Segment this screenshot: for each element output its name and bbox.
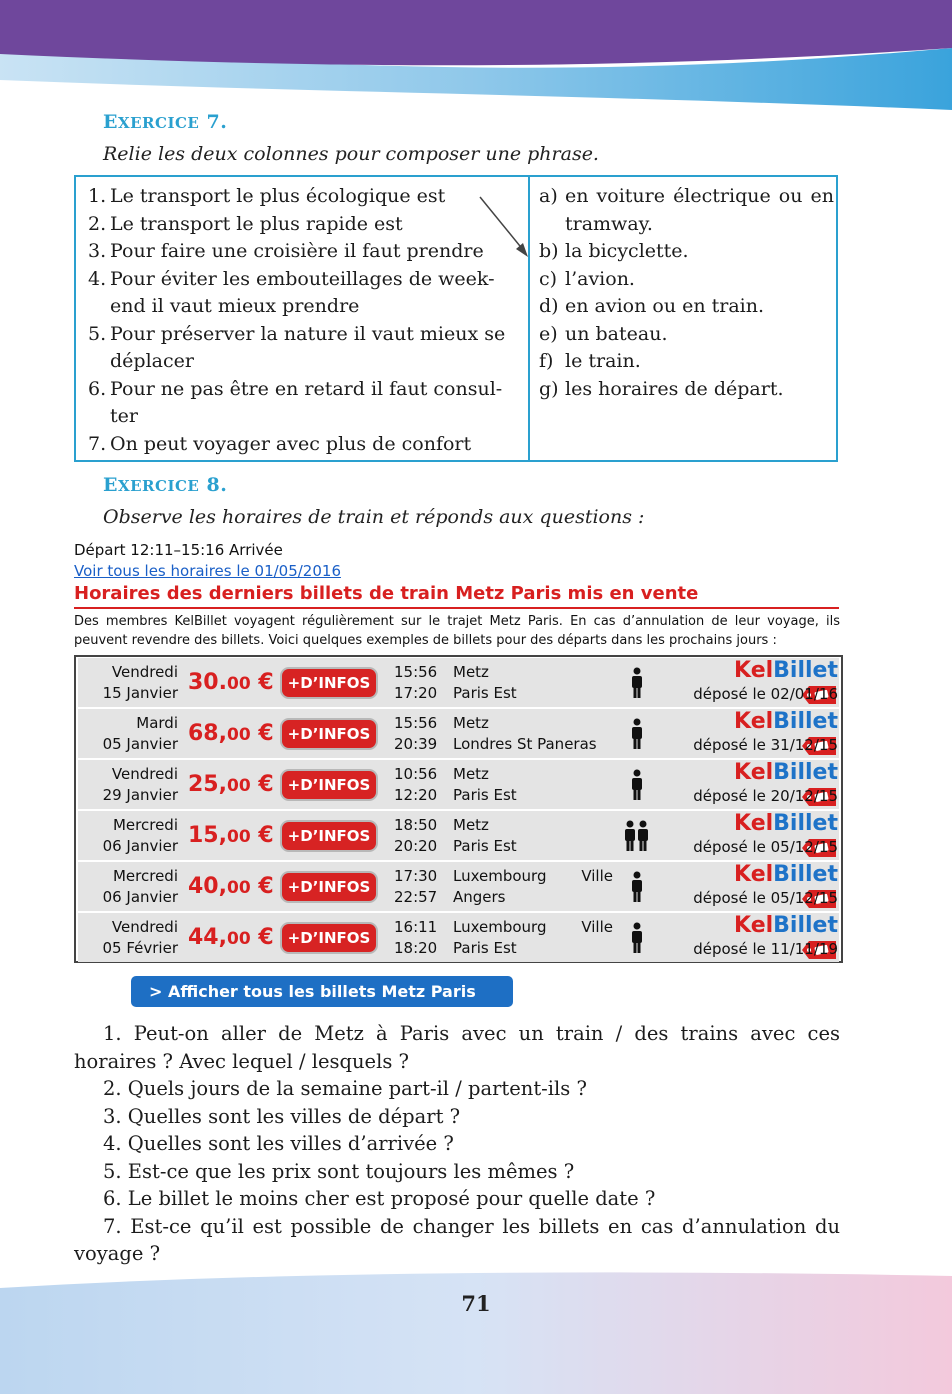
ticket-depose-date: déposé le 31/12/15 [693, 736, 838, 754]
ticket-times: 16:11 18:20 [394, 918, 438, 957]
ticket-depose-date: déposé le 11/11/19 [693, 940, 838, 958]
ticket-stations: Metz Paris Est [453, 816, 517, 855]
question-item: 7. Est-ce qu’il est possible de changer les billets en cas d’annulation du voyage ? [74, 1214, 840, 1265]
description-text: Des membres KelBillet voyagent régulièrement sur le trajet Metz Paris. En cas d’annulation de leur voyage, ils peuvent revendre des billets. Voici quelques exemples de billets pour des départs dans les prochains jours : [74, 614, 840, 648]
right-item: c) l’avion. [539, 267, 635, 290]
infos-button[interactable]: +D’INFOS [282, 822, 376, 850]
ticket-row [78, 760, 839, 809]
question-item: 6. Le billet le moins cher est proposé pour quelle date ? [103, 1187, 656, 1210]
ticket-stations: Luxembourg Ville Paris Est [453, 918, 613, 957]
right-item: b) la bicyclette. [539, 240, 689, 262]
ticket-times: 10:56 12:20 [394, 765, 438, 804]
ticket-stations: Metz Paris Est [453, 765, 517, 804]
infos-button[interactable]: +D’INFOS [282, 669, 376, 697]
heading-underline [74, 607, 839, 609]
ticket-row [78, 862, 839, 911]
ticket-price: 68,00 € [188, 721, 274, 746]
infos-button[interactable]: +D’INFOS [282, 924, 376, 952]
infos-button[interactable]: +D’INFOS [282, 720, 376, 748]
left-column [88, 183, 523, 458]
exercise-7-title: EXERCICE 7. [103, 111, 228, 133]
ticket-row [78, 709, 839, 758]
ticket-depose-date: déposé le 05/12/15 [693, 889, 838, 907]
kelbillet-brand: KelBillet [698, 710, 838, 758]
ticket-row [78, 811, 839, 860]
top-decorative-band [0, 0, 952, 110]
ticket-times: 15:56 20:39 [394, 714, 438, 753]
kelbillet-brand: KelBillet [698, 914, 838, 962]
ticket-day: Mardi 05 Janvier [102, 714, 178, 753]
ticket-times: 18:50 20:20 [394, 816, 438, 855]
question-item: 2. Quels jours de la semaine part-il / partent-ils ? [103, 1077, 587, 1100]
exercise-7-instruction: Relie les deux colonnes pour composer une phrase. [103, 143, 599, 165]
kelbillet-brand: KelBillet [698, 761, 838, 809]
ticket-stations: Metz Paris Est [453, 663, 517, 702]
ticket-price: 30.00 € [188, 670, 274, 695]
question-item: 3. Quelles sont les villes de départ ? [103, 1104, 461, 1128]
exercise-8-instruction: Observe les horaires de train et réponds aux questions : [103, 506, 645, 528]
question-item: 5. Est-ce que les prix sont toujours les mêmes ? [103, 1159, 575, 1183]
ticket-day: Vendredi 15 Janvier [102, 663, 178, 702]
left-item: 6. Pour ne pas être en retard il faut consul-ter [88, 377, 503, 427]
ticket-price: 40,00 € [188, 874, 274, 899]
voir-horaires-link[interactable]: Voir tous les horaires le 01/05/2016 [74, 562, 341, 580]
ticket-day: Vendredi 29 Janvier [102, 765, 178, 804]
ticket-times: 17:30 22:57 [394, 867, 438, 906]
exercise-8-title: EXERCICE 8. [103, 474, 228, 496]
ticket-depose-date: déposé le 02/01/16 [693, 685, 838, 703]
left-item: 1. Le transport le plus écologique est [88, 185, 446, 207]
horaires-heading: Horaires des derniers billets de train Metz Paris mis en vente [74, 583, 699, 604]
ticket-row [78, 658, 839, 707]
depart-arrivee-line: Départ 12:11–15:16 Arrivée [74, 541, 283, 559]
left-item: 5. Pour préserver la nature il vaut mieux se déplacer [88, 322, 506, 372]
question-item: 4. Quelles sont les villes d’arrivée ? [103, 1132, 454, 1155]
ticket-row [78, 913, 839, 962]
question-item: 1. Peut-on aller de Metz à Paris avec un train / des trains avec ces horaires ? Avec lequel / lesquels ? [74, 1022, 840, 1073]
ticket-depose-date: déposé le 20/12/15 [693, 787, 838, 805]
ticket-day: Mercredi 06 Janvier [102, 816, 178, 855]
ticket-stations: Luxembourg Ville Angers [453, 867, 613, 906]
left-item: 4. Pour éviter les embouteillages de week-end il vaut mieux prendre [88, 267, 495, 317]
kelbillet-brand: KelBillet [698, 659, 838, 707]
questions-list [74, 1020, 840, 1268]
ticket-depose-date: déposé le 05/12/15 [693, 838, 838, 856]
right-column [539, 183, 834, 403]
right-item: f) le train. [539, 350, 641, 372]
afficher-billets-button[interactable]: > Afficher tous les billets Metz Paris [131, 976, 513, 1007]
kelbillet-brand: KelBillet [698, 863, 838, 911]
left-item: 2. Le transport le plus rapide est [88, 212, 403, 235]
right-item: d) en avion ou en train. [539, 295, 765, 317]
ticket-day: Vendredi 05 Février [102, 918, 178, 957]
infos-button[interactable]: +D’INFOS [282, 771, 376, 799]
right-item: a) en voiture électrique ou en tramway. [539, 185, 834, 235]
right-item: e) un bateau. [539, 322, 668, 345]
arrow-icon [476, 193, 536, 259]
right-item: g) les horaires de départ. [539, 377, 784, 400]
ticket-price: 25,00 € [188, 772, 274, 797]
left-item: 3. Pour faire une croisière il faut prendre [88, 240, 484, 262]
ticket-times: 15:56 17:20 [394, 663, 438, 702]
bottom-decorative-band [0, 1270, 952, 1394]
ticket-day: Mercredi 06 Janvier [102, 867, 178, 906]
kelbillet-brand: KelBillet [698, 812, 838, 860]
ticket-stations: Metz Londres St Paneras [453, 714, 597, 753]
matching-table [74, 175, 838, 462]
ticket-price: 15,00 € [188, 823, 274, 848]
page-number: 71 [461, 1291, 491, 1316]
left-item: 7. On peut voyager avec plus de confort [88, 432, 472, 455]
ticket-list [74, 655, 843, 963]
infos-button[interactable]: +D’INFOS [282, 873, 376, 901]
ticket-price: 44,00 € [188, 925, 274, 950]
